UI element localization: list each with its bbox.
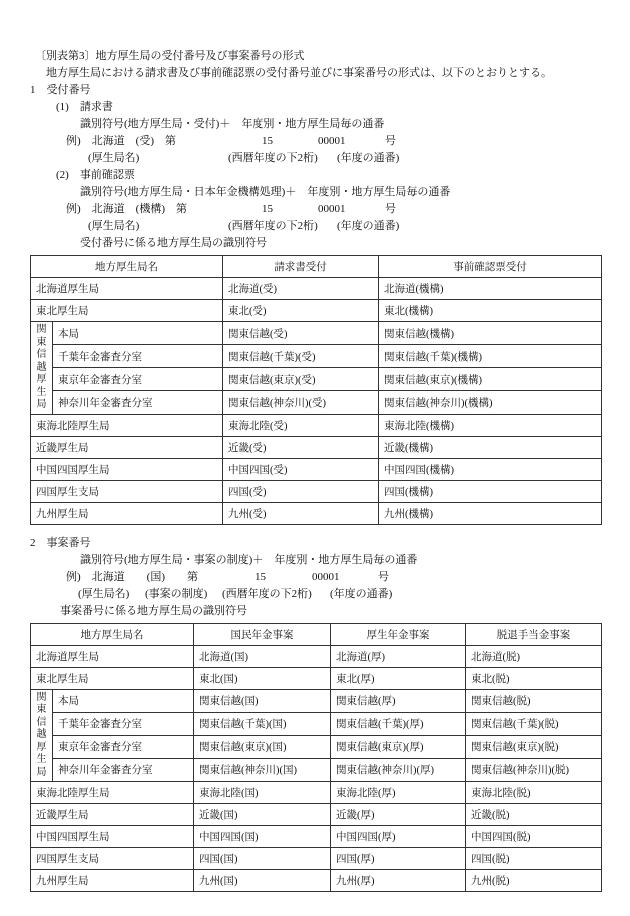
- group-vertical-label: 関東信越厚生局: [31, 322, 53, 415]
- code-cell: 東海北陸(厚): [331, 782, 466, 804]
- example-year: 15: [262, 135, 273, 147]
- branch-name-cell: 神奈川年金審査分室: [53, 391, 223, 414]
- table-row: [31, 502, 602, 524]
- code-cell: 関東信越(東京)(受): [223, 368, 379, 391]
- column-header: 地方厚生局名: [31, 623, 194, 645]
- code-cell: 東海北陸(機構): [379, 414, 602, 436]
- reception-table-caption: 受付番号に係る地方厚生局の識別符号: [80, 237, 267, 249]
- item-1-heading: (1) 請求書: [56, 101, 113, 113]
- table-row: [31, 826, 602, 848]
- column-header: 厚生年金事案: [331, 623, 466, 645]
- code-cell: 関東信越(千葉)(厚): [331, 712, 466, 735]
- code-cell: 東海北陸(脱): [466, 782, 602, 804]
- branch-name-cell: 千葉年金審査分室: [53, 345, 223, 368]
- table-row: [31, 870, 602, 892]
- code-cell: 四国(脱): [466, 848, 602, 870]
- intro-text: 地方厚生局における請求書及び事前確認票の受付番号並びに事案番号の形式は、以下のとおりとする。: [46, 67, 552, 79]
- table-row: [31, 689, 602, 712]
- example-suffix: 号: [385, 135, 396, 147]
- bureau-name-cell: 九州厚生局: [31, 502, 223, 524]
- legend-label: (年度の通番): [330, 587, 393, 600]
- branch-name-cell: 東京年金審査分室: [53, 368, 223, 391]
- code-cell: 中国四国(国): [194, 826, 331, 848]
- code-cell: 関東信越(千葉)(受): [223, 345, 379, 368]
- code-cell: 東北(受): [223, 300, 379, 322]
- table-row: [31, 300, 602, 322]
- bureau-name-cell: 東海北陸厚生局: [31, 782, 194, 804]
- code-cell: 関東信越(厚): [331, 689, 466, 712]
- column-header: 脱退手当金事案: [466, 623, 602, 645]
- code-cell: 四国(機構): [379, 480, 602, 502]
- code-cell: 四国(受): [223, 480, 379, 502]
- bureau-name-cell: 近畿厚生局: [31, 804, 194, 826]
- code-cell: 関東信越(神奈川)(国): [194, 758, 331, 781]
- table-row: [31, 436, 602, 458]
- code-cell: 東海北陸(国): [194, 782, 331, 804]
- code-cell: 関東信越(機構): [379, 322, 602, 345]
- column-header: 請求書受付: [223, 256, 379, 278]
- code-cell: 東北(機構): [379, 300, 602, 322]
- bureau-name-cell: 四国厚生支局: [31, 848, 194, 870]
- code-cell: 関東信越(千葉)(機構): [379, 345, 602, 368]
- legend-label: (厚生局名): [88, 220, 140, 232]
- bureau-name-cell: 北海道厚生局: [31, 645, 194, 667]
- example-serial: 00001: [318, 203, 346, 215]
- column-header: 国民年金事案: [194, 623, 331, 645]
- table-row: [31, 480, 602, 502]
- section-1-heading: 1 受付番号: [30, 84, 91, 96]
- code-cell: 近畿(厚): [331, 804, 466, 826]
- table-row: [31, 414, 602, 436]
- table-row: [31, 782, 602, 804]
- item-2-formula: 識別符号(地方厚生局・日本年金機構処理)＋ 年度別・地方厚生局毎の通番: [80, 186, 451, 198]
- example-suffix: 号: [378, 570, 389, 583]
- item-1-legend-line: [30, 150, 601, 167]
- code-cell: 近畿(国): [194, 804, 331, 826]
- section-2-formula: 識別符号(地方厚生局・事案の制度)＋ 年度別・地方厚生局毎の通番: [80, 553, 418, 566]
- example-serial: 00001: [312, 570, 340, 583]
- item-1-formula: 識別符号(地方厚生局・受付)＋ 年度別・地方厚生局毎の通番: [80, 118, 385, 130]
- branch-name-cell: 東京年金審査分室: [53, 735, 194, 758]
- branch-name-cell: 本局: [53, 689, 194, 712]
- code-cell: 九州(受): [223, 502, 379, 524]
- table-row: [31, 645, 602, 667]
- legend-label: (年度の通番): [337, 152, 400, 164]
- table-row: [31, 667, 602, 689]
- header-row: [31, 256, 602, 278]
- code-cell: 関東信越(脱): [466, 689, 602, 712]
- legend-label: (厚生局名): [88, 152, 140, 164]
- legend-label: (厚生局名): [78, 587, 130, 600]
- table-row: [31, 712, 602, 735]
- code-cell: 関東信越(東京)(機構): [379, 368, 602, 391]
- section-2-heading: 2 事案番号: [30, 536, 91, 549]
- code-cell: 北海道(機構): [379, 278, 602, 300]
- code-cell: 関東信越(国): [194, 689, 331, 712]
- column-header: 地方厚生局名: [31, 256, 223, 278]
- code-cell: 関東信越(東京)(国): [194, 735, 331, 758]
- group-vertical-label: 関東信越厚生局: [31, 689, 53, 782]
- code-cell: 北海道(受): [223, 278, 379, 300]
- table-row: [31, 278, 602, 300]
- code-cell: 関東信越(神奈川)(脱): [466, 758, 602, 781]
- legend-label: (事案の制度): [145, 587, 208, 600]
- code-cell: 関東信越(千葉)(脱): [466, 712, 602, 735]
- code-cell: 東海北陸(受): [223, 414, 379, 436]
- example-prefix: 例) 北海道 (国) 第: [66, 570, 198, 583]
- code-cell: 九州(厚): [331, 870, 466, 892]
- table-row: [31, 368, 602, 391]
- table-row: [31, 322, 602, 345]
- column-header: 事前確認票受付: [379, 256, 602, 278]
- code-cell: 北海道(脱): [466, 645, 602, 667]
- code-cell: 近畿(脱): [466, 804, 602, 826]
- code-cell: 東北(脱): [466, 667, 602, 689]
- legend-label: (年度の通番): [337, 220, 400, 232]
- example-prefix: 例) 北海道 (受) 第: [66, 135, 176, 147]
- example-year: 15: [255, 570, 266, 583]
- header-row: [31, 623, 602, 645]
- code-cell: 関東信越(神奈川)(受): [223, 391, 379, 414]
- legend-label: (西暦年度の下2桁): [222, 587, 312, 600]
- bureau-name-cell: 東海北陸厚生局: [31, 414, 223, 436]
- example-serial: 00001: [318, 135, 346, 147]
- case-table-caption: 事案番号に係る地方厚生局の識別符号: [60, 604, 247, 617]
- bureau-name-cell: 四国厚生支局: [31, 480, 223, 502]
- code-cell: 九州(機構): [379, 502, 602, 524]
- bureau-name-cell: 北海道厚生局: [31, 278, 223, 300]
- case-number-table: [30, 623, 602, 893]
- code-cell: 関東信越(神奈川)(機構): [379, 391, 602, 414]
- section-2-legend-line: [30, 586, 601, 603]
- table-row: [31, 758, 602, 781]
- bureau-name-cell: 九州厚生局: [31, 870, 194, 892]
- bureau-name-cell: 東北厚生局: [31, 667, 194, 689]
- table-row: [31, 848, 602, 870]
- example-prefix: 例) 北海道 (機構) 第: [66, 203, 187, 215]
- table-row: [31, 735, 602, 758]
- code-cell: 東北(厚): [331, 667, 466, 689]
- example-year: 15: [262, 203, 273, 215]
- table-row: [31, 391, 602, 414]
- code-cell: 四国(国): [194, 848, 331, 870]
- table-row: [31, 345, 602, 368]
- code-cell: 東北(国): [194, 667, 331, 689]
- code-cell: 関東信越(東京)(厚): [331, 735, 466, 758]
- bureau-name-cell: 中国四国厚生局: [31, 826, 194, 848]
- code-cell: 九州(国): [194, 870, 331, 892]
- code-cell: 北海道(国): [194, 645, 331, 667]
- item-2-example-line: [30, 201, 601, 218]
- legend-label: (西暦年度の下2桁): [228, 220, 318, 232]
- table-row: [31, 458, 602, 480]
- code-cell: 近畿(機構): [379, 436, 602, 458]
- code-cell: 北海道(厚): [331, 645, 466, 667]
- code-cell: 関東信越(神奈川)(厚): [331, 758, 466, 781]
- code-cell: 中国四国(厚): [331, 826, 466, 848]
- section-2-example-line: [30, 569, 601, 586]
- code-cell: 近畿(受): [223, 436, 379, 458]
- code-cell: 中国四国(受): [223, 458, 379, 480]
- item-1-example-line: [30, 133, 601, 150]
- bureau-name-cell: 中国四国厚生局: [31, 458, 223, 480]
- code-cell: 関東信越(千葉)(国): [194, 712, 331, 735]
- table-row: [31, 804, 602, 826]
- bureau-name-cell: 近畿厚生局: [31, 436, 223, 458]
- example-suffix: 号: [385, 203, 396, 215]
- code-cell: 中国四国(機構): [379, 458, 602, 480]
- code-cell: 関東信越(受): [223, 322, 379, 345]
- code-cell: 九州(脱): [466, 870, 602, 892]
- code-cell: 中国四国(脱): [466, 826, 602, 848]
- item-2-heading: (2) 事前確認票: [56, 169, 135, 181]
- branch-name-cell: 神奈川年金審査分室: [53, 758, 194, 781]
- branch-name-cell: 千葉年金審査分室: [53, 712, 194, 735]
- reception-number-table: [30, 255, 602, 525]
- code-cell: 関東信越(東京)(脱): [466, 735, 602, 758]
- code-cell: 四国(厚): [331, 848, 466, 870]
- branch-name-cell: 本局: [53, 322, 223, 345]
- page-title: 〔別表第3〕地方厚生局の受付番号及び事案番号の形式: [35, 50, 305, 62]
- bureau-name-cell: 東北厚生局: [31, 300, 223, 322]
- legend-label: (西暦年度の下2桁): [228, 152, 318, 164]
- item-2-legend-line: [30, 218, 601, 235]
